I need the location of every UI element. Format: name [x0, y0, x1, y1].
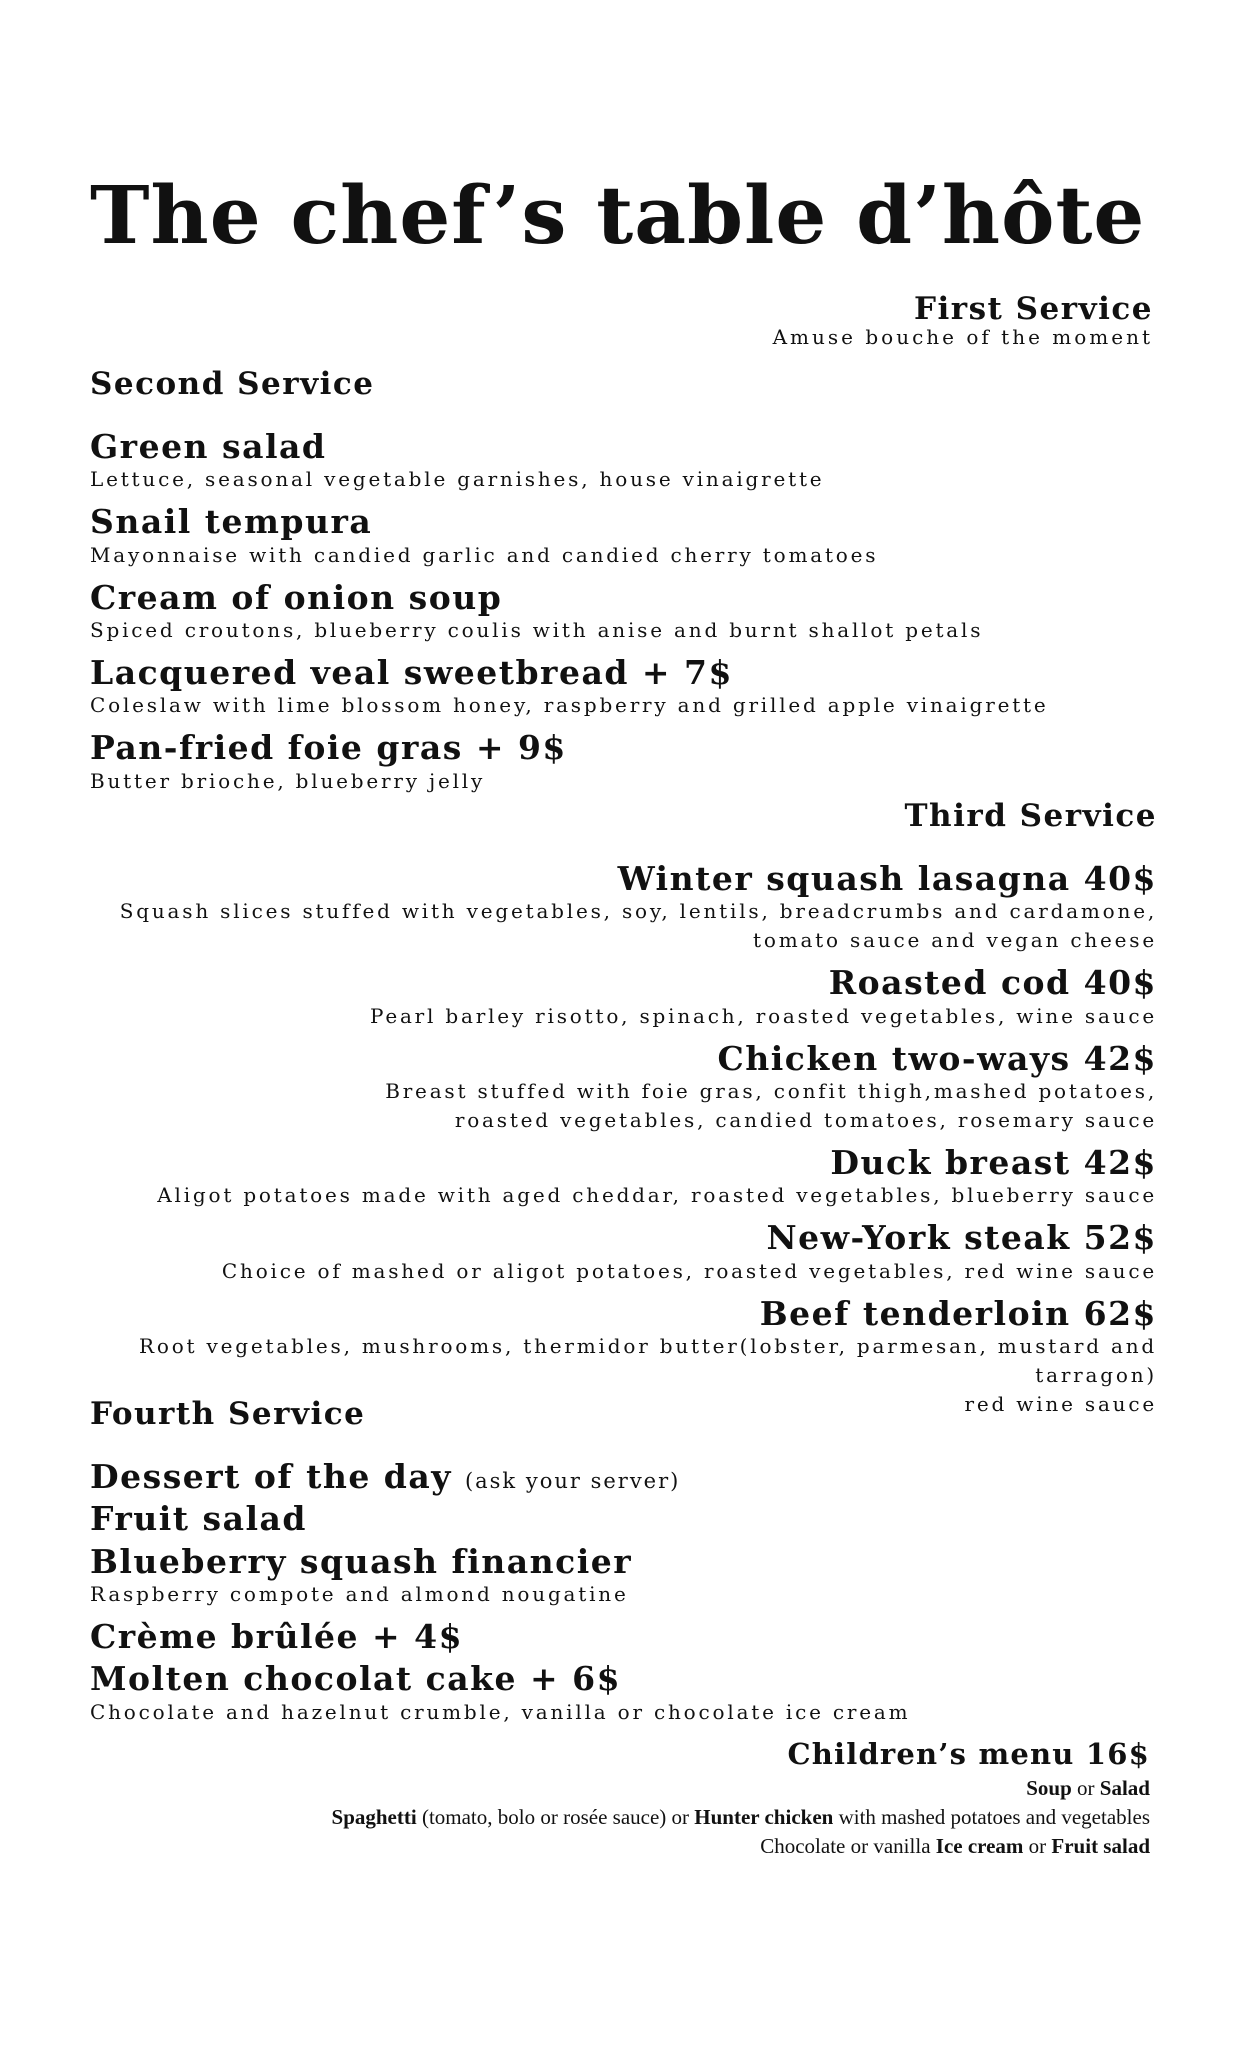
dish-description: Raspberry compote and almond nougatine: [90, 1581, 629, 1606]
dish-item: [90, 1501, 1090, 1537]
dish-description-line: Pearl barley risotto, spinach, roasted vegetables, wine sauce: [369, 1003, 1157, 1028]
dish-description-line: roasted vegetables, candied tomatoes, rosemary sauce: [454, 1107, 1157, 1132]
menu-option: Soup: [1026, 1775, 1072, 1800]
dish-description: Butter brioche, blueberry jelly: [90, 768, 486, 793]
dish-description: Chocolate and hazelnut crumble, vanilla or chocolate ice cream: [90, 1699, 911, 1724]
dish-name: Crème brûlée + 4$: [90, 1616, 464, 1656]
connector-text: (tomato, bolo or rosée sauce) or: [416, 1805, 695, 1830]
children-menu-line: [150, 1803, 1150, 1832]
dish-name: New-York steak 52$: [766, 1218, 1157, 1258]
menu-option: Spaghetti: [331, 1805, 417, 1830]
second-service-heading: Second Service: [90, 366, 375, 402]
dish-name: Beef tenderloin 62$: [759, 1293, 1157, 1333]
dish-note: (ask your server): [464, 1469, 681, 1494]
dish-item: [57, 861, 1157, 955]
dish-item: [90, 504, 1090, 569]
dish-item: [90, 429, 1090, 494]
connector-text: with mashed potatoes and vegetables: [833, 1805, 1150, 1830]
dish-description-line: red wine sauce: [964, 1391, 1157, 1416]
first-service-subtitle: Amuse bouche of the moment: [772, 325, 1153, 350]
dish-name: Chicken two-ways 42$: [717, 1038, 1157, 1078]
dish-name-text: Dessert of the day: [90, 1457, 452, 1497]
menu-option: Salad: [1099, 1775, 1150, 1800]
dish-name: Cream of onion soup: [90, 577, 503, 617]
dish-item: [57, 1142, 1157, 1210]
first-service-heading: First Service: [913, 291, 1153, 327]
dish-name: Lacquered veal sweetbread + 7$: [90, 652, 733, 692]
first-service: [773, 292, 1153, 349]
dish-description-line: Root vegetables, mushrooms, thermidor butter(lobster, parmesan, mustard and tarragon): [139, 1333, 1157, 1387]
dish-item: [90, 1541, 1090, 1609]
connector-text: or: [1071, 1775, 1100, 1800]
dish-description-line: tomato sauce and vegan cheese: [753, 928, 1157, 953]
dish-name: Green salad: [90, 427, 327, 467]
dish-name: Duck breast 42$: [830, 1142, 1157, 1182]
dish-description: Lettuce, seasonal vegetable garnishes, house vinaigrette: [90, 467, 825, 492]
dish-name: Roasted cod 40$: [828, 963, 1157, 1003]
dish-name: Fruit salad: [90, 1499, 307, 1539]
dish-name: Blueberry squash financier: [90, 1541, 633, 1581]
dish-description-line: Squash slices stuffed with vegetables, soy, lentils, breadcrumbs and cardamone,: [119, 899, 1157, 924]
dish-description-line: Choice of mashed or aligot potatoes, roasted vegetables, red wine sauce: [221, 1258, 1157, 1283]
connector-text: or: [1023, 1834, 1052, 1859]
dish-item: [90, 577, 1090, 645]
dish-item: [90, 652, 1090, 720]
dish-description-line: Breast stuffed with foie gras, confit thigh,mashed potatoes,: [385, 1078, 1157, 1103]
menu-title: The chef’s table d’hôte: [90, 168, 1146, 262]
dish-name: Winter squash lasagna 40$: [617, 859, 1157, 899]
dish-name: [90, 1459, 1090, 1495]
dish-description: Spiced croutons, blueberry coulis with anise and burnt shallot petals: [90, 617, 984, 642]
dish-description-line: Aligot potatoes made with aged cheddar, roasted vegetables, blueberry sauce: [157, 1183, 1157, 1208]
third-service-heading: Third Service: [904, 798, 1157, 834]
menu-option: Ice cream: [935, 1834, 1024, 1859]
fourth-service: [90, 1397, 1090, 1727]
dish-item: [90, 1661, 1090, 1726]
children-menu-line: [150, 1832, 1150, 1861]
dish-name: Molten chocolat cake + 6$: [90, 1659, 622, 1699]
dish-item: [57, 1038, 1157, 1135]
dish-description: Coleslaw with lime blossom honey, raspberry and grilled apple vinaigrette: [90, 693, 1049, 718]
dish-name: Snail tempura: [90, 502, 373, 542]
dish-item: [57, 1220, 1157, 1285]
dish-description: Mayonnaise with candied garlic and candied cherry tomatoes: [90, 542, 879, 567]
dish-item: [57, 965, 1157, 1030]
children-menu-line: [150, 1774, 1150, 1803]
dish-item: [90, 1616, 1090, 1656]
second-service: [90, 367, 1090, 796]
menu-option: Fruit salad: [1051, 1834, 1150, 1859]
children-menu-title: Children’s menu 16$: [787, 1737, 1150, 1771]
fourth-service-heading: Fourth Service: [90, 1396, 366, 1432]
third-service: [57, 799, 1157, 1419]
dish-item: [90, 730, 1090, 795]
dish-name: Pan-fried foie gras + 9$: [90, 728, 567, 768]
connector-text: Chocolate or vanilla: [760, 1834, 936, 1859]
dish-item: [90, 1459, 1090, 1495]
menu-option: Hunter chicken: [694, 1805, 834, 1830]
children-menu: [150, 1736, 1150, 1862]
